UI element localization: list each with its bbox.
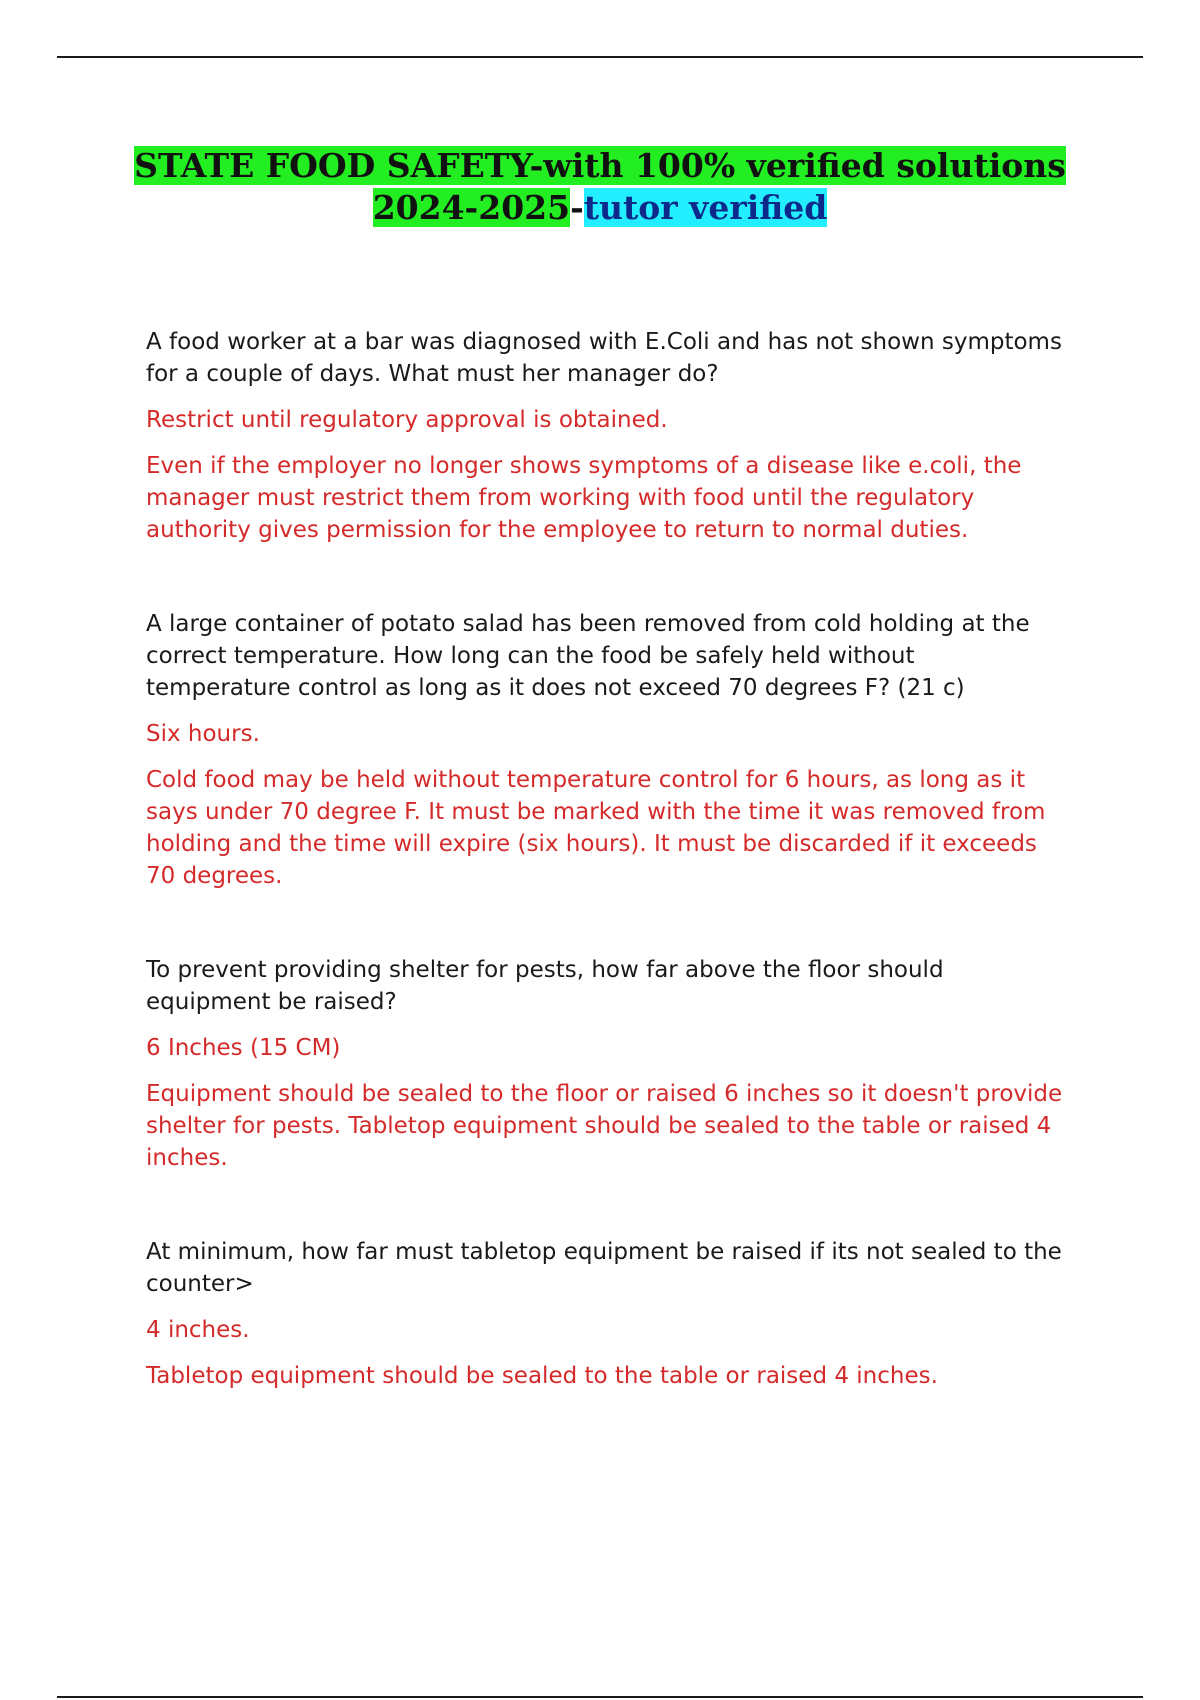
question-text: A large container of potato salad has been removed from cold holding at the correct temperature. How long can the food be safely held without temperature control as long as it does not exceed 70 degrees F? (21 c) — [146, 611, 1030, 701]
qa-item — [146, 954, 1066, 1174]
answer-text: 4 inches. — [146, 1317, 250, 1343]
title-line-1 — [0, 145, 1200, 187]
question-text: A food worker at a bar was diagnosed with E.Coli and has not shown symptoms for a couple of days. What must her manager do? — [146, 329, 1062, 387]
title-separator: - — [570, 188, 584, 227]
explanation-text: Even if the employer no longer shows symptoms of a disease like e.coli, the manager must restrict them from working with food until the regulatory authority gives permission for the employee to return to normal duties. — [146, 453, 1022, 543]
title-tutor-verified: tutor verified — [583, 188, 828, 227]
title-year: 2024-2025 — [372, 188, 571, 227]
qa-item — [146, 326, 1066, 546]
document-title — [0, 145, 1200, 229]
qa-list — [146, 326, 1066, 1392]
title-line-2 — [0, 187, 1200, 229]
explanation-text: Cold food may be held without temperature control for 6 hours, as long as it says under 70 degree F. It must be marked with the time it was removed from holding and the time will expire (six hours). It must be discarded if it exceeds 70 degrees. — [146, 767, 1046, 889]
bottom-rule — [57, 1696, 1143, 1698]
answer-text: 6 Inches (15 CM) — [146, 1035, 341, 1061]
explanation-text: Tabletop equipment should be sealed to the table or raised 4 inches. — [146, 1363, 938, 1389]
top-rule — [57, 56, 1143, 58]
title-line-1-text: STATE FOOD SAFETY-with 100% verified solutions — [134, 146, 1066, 185]
qa-item — [146, 608, 1066, 892]
answer-text: Restrict until regulatory approval is obtained. — [146, 407, 668, 433]
question-text: To prevent providing shelter for pests, how far above the floor should equipment be raised? — [146, 957, 944, 1015]
explanation-text: Equipment should be sealed to the floor or raised 6 inches so it doesn't provide shelter for pests. Tabletop equipment should be sealed to the table or raised 4 inches. — [146, 1081, 1063, 1171]
answer-text: Six hours. — [146, 721, 260, 747]
qa-item — [146, 1236, 1066, 1392]
question-text: At minimum, how far must tabletop equipment be raised if its not sealed to the counter> — [146, 1239, 1062, 1297]
